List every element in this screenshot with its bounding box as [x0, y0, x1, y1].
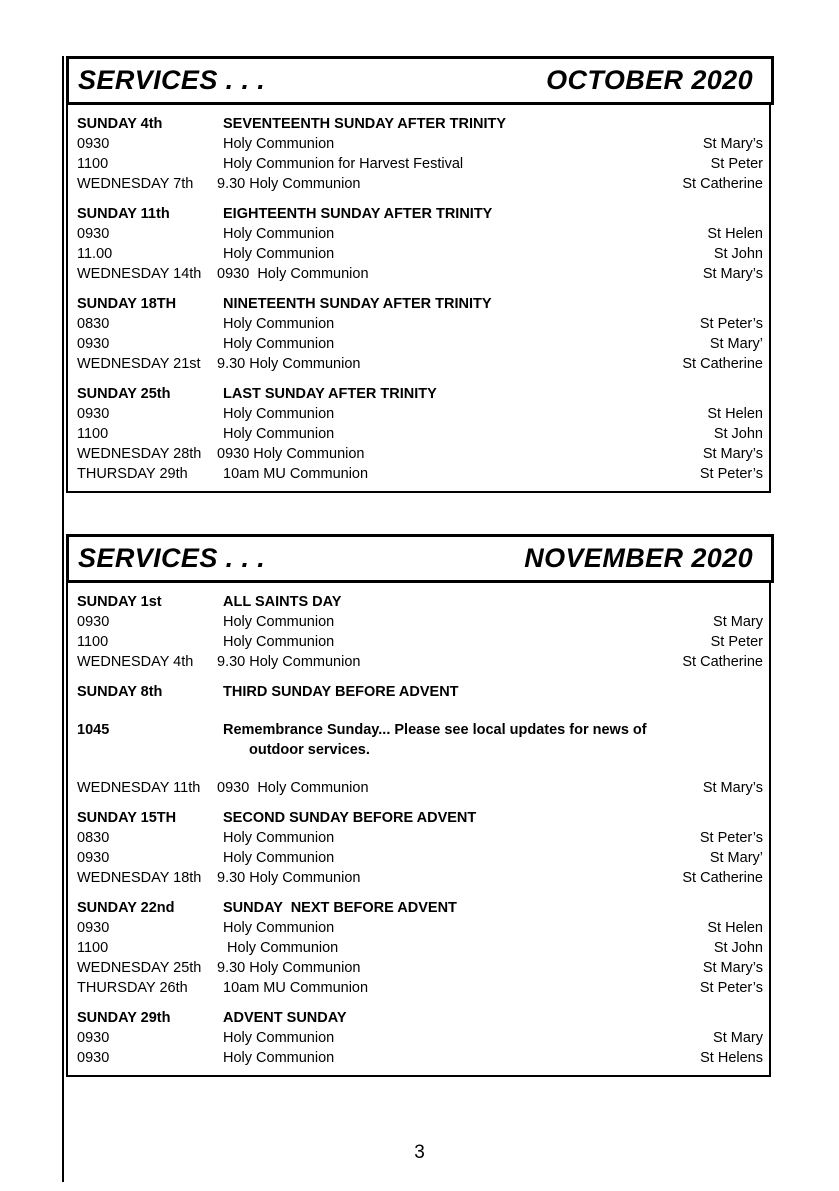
service-date: 0930 — [77, 226, 110, 242]
service-row — [68, 778, 769, 798]
body-bottom-pad — [68, 484, 769, 491]
service-description: 10am MU Communion — [223, 466, 369, 482]
service-row — [68, 134, 769, 154]
service-date: WEDNESDAY 14th — [77, 266, 202, 282]
service-row — [68, 868, 769, 888]
service-venue: St Mary’ — [709, 336, 763, 352]
heading-date: SUNDAY 1st — [77, 594, 162, 610]
block-gap — [68, 374, 769, 384]
service-date: WEDNESDAY 28th — [77, 446, 202, 462]
service-venue: St Mary’s — [702, 780, 763, 796]
service-date: 0830 — [77, 830, 110, 846]
heading-date: SUNDAY 18TH — [77, 296, 177, 312]
service-date: WEDNESDAY 18th — [77, 870, 202, 886]
service-description: 9.30 Holy Communion — [217, 870, 361, 886]
block-gap — [68, 194, 769, 204]
service-venue: St Mary’ — [709, 850, 763, 866]
service-date: 1100 — [77, 426, 109, 442]
service-row — [68, 1028, 769, 1048]
note-text-line1: Remembrance Sunday... Please see local updates for news of — [223, 722, 647, 738]
heading-title: SUNDAY NEXT BEFORE ADVENT — [223, 900, 457, 916]
heading-date: SUNDAY 22nd — [77, 900, 175, 916]
service-block — [68, 1008, 769, 1068]
service-row — [68, 632, 769, 652]
block-gap — [68, 998, 769, 1008]
service-venue: St Peter’s — [699, 316, 763, 332]
service-date: 0930 — [77, 850, 110, 866]
service-row — [68, 314, 769, 334]
service-venue: St Mary — [713, 1030, 763, 1046]
service-row — [68, 444, 769, 464]
service-description: 0930 Holy Communion — [217, 780, 369, 796]
service-description: Holy Communion — [223, 614, 335, 630]
service-date: WEDNESDAY 25th — [77, 960, 202, 976]
body-top-pad — [68, 583, 769, 592]
service-date: THURSDAY 29th — [77, 466, 188, 482]
service-description: Holy Communion — [223, 634, 335, 650]
note-text-line2: outdoor services. — [249, 742, 370, 758]
banner-month-label: OCTOBER 2020 — [546, 65, 753, 95]
service-date: 0930 — [77, 336, 110, 352]
service-venue: St Mary’s — [702, 266, 763, 282]
service-date: 11.00 — [77, 246, 113, 262]
note-gap-before — [68, 702, 769, 720]
heading-title: ALL SAINTS DAY — [223, 594, 342, 610]
service-description: 9.30 Holy Communion — [217, 356, 361, 372]
service-date: 0930 — [77, 614, 110, 630]
service-date: WEDNESDAY 21st — [77, 356, 201, 372]
service-description: Holy Communion — [223, 1050, 335, 1066]
service-venue: St Mary’s — [702, 446, 763, 462]
service-row — [68, 464, 769, 484]
service-date: WEDNESDAY 7th — [77, 176, 194, 192]
block-gap — [68, 888, 769, 898]
heading-title: THIRD SUNDAY BEFORE ADVENT — [223, 684, 459, 700]
service-block — [68, 808, 769, 888]
service-block-heading — [68, 682, 769, 702]
banner-month-label: NOVEMBER 2020 — [524, 543, 753, 573]
service-venue: St Mary’s — [702, 136, 763, 152]
service-venue: St Catherine — [682, 356, 763, 372]
service-venue: St Catherine — [682, 870, 763, 886]
service-description: Holy Communion for Harvest Festival — [223, 156, 464, 172]
service-date: 1100 — [77, 156, 109, 172]
service-row — [68, 354, 769, 374]
service-row — [68, 612, 769, 632]
service-description: Holy Communion — [223, 316, 335, 332]
service-row — [68, 334, 769, 354]
service-venue: St Helen — [707, 920, 763, 936]
page-number: 3 — [414, 1142, 425, 1163]
note-gap-after — [68, 760, 769, 778]
service-venue: St John — [713, 246, 763, 262]
heading-title: SECOND SUNDAY BEFORE ADVENT — [223, 810, 477, 826]
month-banner — [66, 56, 774, 105]
heading-date: SUNDAY 15TH — [77, 810, 177, 826]
service-block-heading — [68, 114, 769, 134]
service-block — [68, 384, 769, 484]
service-description: 9.30 Holy Communion — [217, 176, 361, 192]
heading-title: NINETEENTH SUNDAY AFTER TRINITY — [223, 296, 492, 312]
service-block — [68, 114, 769, 194]
service-row — [68, 958, 769, 978]
service-date: 0930 — [77, 136, 110, 152]
service-description: 9.30 Holy Communion — [217, 960, 361, 976]
month-section — [66, 56, 774, 493]
service-venue: St Catherine — [682, 654, 763, 670]
heading-date: SUNDAY 25th — [77, 386, 171, 402]
service-block — [68, 592, 769, 672]
service-row — [68, 174, 769, 194]
service-date: 0830 — [77, 316, 110, 332]
service-row — [68, 1048, 769, 1068]
service-row — [68, 264, 769, 284]
service-block — [68, 898, 769, 998]
month-body — [66, 105, 771, 493]
service-date: 0930 — [77, 406, 110, 422]
service-venue: St John — [713, 940, 763, 956]
service-block-heading — [68, 592, 769, 612]
service-block-heading — [68, 204, 769, 224]
service-description: Holy Communion — [223, 336, 335, 352]
service-description: Holy Communion — [223, 830, 335, 846]
month-banner — [66, 534, 774, 583]
block-gap — [68, 798, 769, 808]
service-date: 1100 — [77, 940, 109, 956]
service-row — [68, 848, 769, 868]
heading-title: SEVENTEENTH SUNDAY AFTER TRINITY — [223, 116, 507, 132]
service-block — [68, 682, 769, 798]
service-date: 0930 — [77, 1030, 110, 1046]
service-date: WEDNESDAY 4th — [77, 654, 194, 670]
service-description: 0930 Holy Communion — [217, 446, 365, 462]
service-date: 1100 — [77, 634, 109, 650]
service-row — [68, 404, 769, 424]
heading-date: SUNDAY 4th — [77, 116, 163, 132]
service-date: 0930 — [77, 1050, 110, 1066]
service-venue: St John — [713, 426, 763, 442]
heading-date: SUNDAY 29th — [77, 1010, 171, 1026]
service-venue: St Peter — [710, 156, 763, 172]
banner-services-label: SERVICES . . . — [78, 543, 266, 573]
service-row — [68, 938, 769, 958]
service-block-heading — [68, 808, 769, 828]
service-date: 0930 — [77, 920, 110, 936]
service-block-heading — [68, 1008, 769, 1028]
service-venue: St Peter’s — [699, 466, 763, 482]
service-venue: St Peter — [710, 634, 763, 650]
heading-title: EIGHTEENTH SUNDAY AFTER TRINITY — [223, 206, 493, 222]
body-bottom-pad — [68, 1068, 769, 1075]
service-venue: St Mary’s — [702, 960, 763, 976]
service-row — [68, 918, 769, 938]
banner-services-label: SERVICES . . . — [78, 65, 266, 95]
service-row — [68, 154, 769, 174]
service-description: Holy Communion — [223, 920, 335, 936]
service-description: 0930 Holy Communion — [217, 266, 369, 282]
heading-date: SUNDAY 8th — [77, 684, 163, 700]
service-description: Holy Communion — [223, 850, 335, 866]
body-top-pad — [68, 105, 769, 114]
service-venue: St Helen — [707, 226, 763, 242]
service-row — [68, 224, 769, 244]
service-description: Holy Communion — [223, 940, 339, 956]
service-venue: St Helen — [707, 406, 763, 422]
service-block — [68, 204, 769, 284]
service-row — [68, 978, 769, 998]
service-description: Holy Communion — [223, 136, 335, 152]
service-note — [68, 720, 769, 760]
service-row — [68, 828, 769, 848]
block-gap — [68, 284, 769, 294]
month-body — [66, 583, 771, 1077]
service-description: Holy Communion — [223, 1030, 335, 1046]
block-gap — [68, 672, 769, 682]
service-date: THURSDAY 26th — [77, 980, 188, 996]
service-block-heading — [68, 384, 769, 404]
service-block — [68, 294, 769, 374]
month-section — [66, 534, 774, 1077]
service-row — [68, 652, 769, 672]
service-block-heading — [68, 294, 769, 314]
service-venue: St Peter’s — [699, 980, 763, 996]
service-description: 10am MU Communion — [223, 980, 369, 996]
service-description: Holy Communion — [223, 406, 335, 422]
note-text — [214, 720, 769, 760]
service-venue: St Helens — [700, 1050, 763, 1066]
heading-title: ADVENT SUNDAY — [223, 1010, 347, 1026]
heading-date: SUNDAY 11th — [77, 206, 170, 222]
note-time: 1045 — [77, 722, 110, 738]
service-venue: St Mary — [713, 614, 763, 630]
service-row — [68, 244, 769, 264]
service-description: 9.30 Holy Communion — [217, 654, 361, 670]
service-venue: St Catherine — [682, 176, 763, 192]
service-date: WEDNESDAY 11th — [77, 780, 201, 796]
heading-title: LAST SUNDAY AFTER TRINITY — [223, 386, 437, 402]
left-margin-rule — [62, 56, 64, 1182]
service-row — [68, 424, 769, 444]
service-description: Holy Communion — [223, 226, 335, 242]
service-venue: St Peter’s — [699, 830, 763, 846]
service-description: Holy Communion — [223, 426, 335, 442]
service-description: Holy Communion — [223, 246, 335, 262]
service-block-heading — [68, 898, 769, 918]
